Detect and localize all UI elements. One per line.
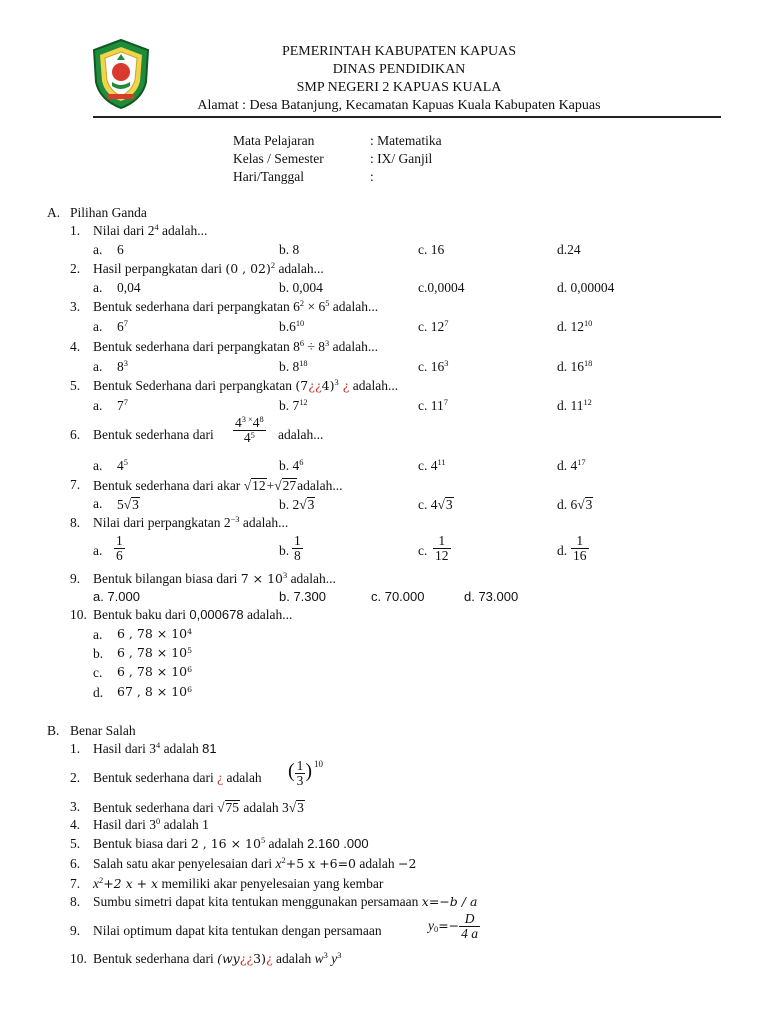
s2-number: 2. — [70, 770, 81, 785]
q9-number: 9. — [70, 571, 81, 586]
s1-number: 1. — [70, 741, 81, 756]
q9-option-a: a. 7.000 — [93, 589, 140, 604]
q6-fraction: $\frac{4^{3 \times}4^8}{4^5}$ — [235, 415, 264, 446]
section-b-letter: B. — [47, 723, 60, 738]
s10-text: Bentuk sederhana dari (wy¿¿3)¿ adalah $w^3$ $y^3$ — [93, 951, 342, 966]
q10-text: Bentuk baku dari 0,000678 adalah... — [93, 607, 293, 622]
s1-text: Hasil dari $3^4$ adalah 81 — [93, 741, 217, 756]
header-line-2: DINAS PENDIDIKAN — [332, 62, 466, 77]
s9-number: 9. — [70, 923, 81, 938]
q3-option-b: $b.6^{10}$ — [279, 319, 305, 334]
q10-option-b-label: b. — [93, 646, 104, 661]
q7-text: Bentuk sederhana dari akar √12+√27adalah... — [93, 478, 343, 493]
q4-option-c: c. $16^3$ — [418, 359, 449, 374]
q4-option-a: $8^3$ — [117, 359, 128, 374]
q4-number: 4. — [70, 339, 81, 354]
s2-fraction: ( $\frac{1}{3}$ ) — [288, 758, 313, 789]
header-divider — [93, 116, 721, 118]
section-b-title: Benar Salah — [70, 723, 136, 738]
section-a-title: Pilihan Ganda — [70, 205, 147, 220]
q6-option-d: d. $4^{17}$ — [557, 458, 586, 473]
q9-text: Bentuk bilangan biasa dari $7 \times 10^3$ adalah... — [93, 571, 336, 586]
header-line-1: PEMERINTAH KABUPATEN KAPUAS — [281, 44, 517, 59]
info-value-class: : IX/ Ganjil — [370, 151, 433, 166]
q9-option-d: d. 73.000 — [464, 589, 519, 604]
q8-number: 8. — [70, 515, 81, 530]
s7-text: $x^2+2$ x + x memiliki akar penyelesaian yang kembar — [93, 876, 384, 891]
s7-number: 7. — [70, 876, 81, 891]
q7-number: 7. — [70, 477, 81, 492]
q8-option-b: $\frac{1}{8}$ — [294, 533, 301, 564]
s6-text: Salah satu akar penyelesaian dari $x^2+5$ x +6=0 adalah −2 — [93, 856, 417, 871]
q8-option-a: $\frac{1}{6}$ — [116, 533, 123, 564]
info-label-subject: Mata Pelajaran — [233, 133, 315, 148]
s4-text: Hasil dari $3^0$ adalah 1 — [93, 817, 209, 832]
info-label-class: Kelas / Semester — [233, 151, 324, 166]
q8-option-a-label: a. — [93, 543, 103, 558]
q3-option-c: c. $12^7$ — [418, 319, 449, 334]
q3-number: 3. — [70, 299, 81, 314]
q10-option-c-label: c. — [93, 665, 103, 680]
s5-text: Bentuk biasa dari 2 , $16 \times 10^5$ adalah 2.160 .000 — [93, 836, 369, 851]
q8-option-c: $\frac{1}{12}$ — [435, 533, 449, 564]
info-value-subject: : Matematika — [370, 133, 442, 148]
q4-text: Bentuk sederhana dari perpangkatan $8^6 \div 8^3$ adalah... — [93, 339, 378, 354]
q2-option-a-label: a. — [93, 280, 103, 295]
q2-option-c: c.0,0004 — [418, 280, 465, 295]
q6-number: 6. — [70, 427, 81, 442]
q1-option-a: 6 — [117, 242, 124, 257]
s4-number: 4. — [70, 817, 81, 832]
q6-option-b: b. $4^6$ — [279, 458, 304, 473]
q2-option-d: d. 0,00004 — [557, 280, 615, 295]
q4-option-a-label: a. — [93, 359, 103, 374]
q7-option-a: 5√3 — [117, 497, 139, 512]
s6-number: 6. — [70, 856, 81, 871]
q1-option-d: d.24 — [557, 242, 581, 257]
q5-option-d: d. $11^{12}$ — [557, 398, 592, 413]
q3-option-a: $6^7$ — [117, 319, 128, 334]
s5-number: 5. — [70, 836, 81, 851]
s2-exponent: 10 — [314, 759, 323, 769]
q7-option-c: c. 4√3 — [418, 497, 453, 512]
q9-option-b: b. 7.300 — [279, 589, 326, 604]
header-line-3: SMP NEGERI 2 KAPUAS KUALA — [296, 80, 502, 95]
q3-text: Bentuk sederhana dari perpangkatan $6^2 \times 6^5$ adalah... — [93, 299, 379, 314]
q7-option-d: d. 6√3 — [557, 497, 593, 512]
q8-option-b-label: b. — [279, 543, 290, 558]
q2-option-b: b. 0,004 — [279, 280, 323, 295]
q5-text: Bentuk Sederhana dari perpangkatan (7¿¿4)$^3$ ¿ adalah... — [93, 378, 399, 393]
q8-option-d: $\frac{1}{16}$ — [573, 533, 587, 564]
header-line-4: Alamat : Desa Batanjung, Kecamatan Kapuas Kuala Kabupaten Kapuas — [197, 98, 601, 113]
q2-text: Hasil perpangkatan dari (0 , 02)$^2$ adalah... — [93, 261, 324, 276]
q1-option-c: c. 16 — [418, 242, 445, 257]
q10-number: 10. — [70, 607, 87, 622]
q5-option-c: c. $11^7$ — [418, 398, 448, 413]
q1-number: 1. — [70, 223, 81, 238]
s10-number: 10. — [70, 951, 87, 966]
q10-option-d-label: d. — [93, 685, 104, 700]
q7-option-a-label: a. — [93, 496, 103, 511]
q4-option-d: d. $16^{18}$ — [557, 359, 593, 374]
q10-option-b: 6 , $78 \times 10^5$ — [117, 645, 193, 660]
s9-text: Nilai optimum dapat kita tentukan dengan persamaan — [93, 923, 382, 938]
q10-option-c: 6 , $78 \times 10^6$ — [117, 664, 193, 679]
s8-text: Sumbu simetri dapat kita tentukan menggunakan persamaan x=−b / a — [93, 894, 478, 909]
q3-option-d: d. $12^{10}$ — [557, 319, 593, 334]
q5-option-a: $7^7$ — [117, 398, 128, 413]
q6-option-a-label: a. — [93, 458, 103, 473]
s3-text: Bentuk sederhana dari √75 adalah 3√3 — [93, 800, 304, 815]
q6-prefix: Bentuk sederhana dari — [93, 427, 214, 442]
q1-option-b: b. 8 — [279, 242, 300, 257]
q8-option-d-label: d. — [557, 543, 568, 558]
q5-number: 5. — [70, 378, 81, 393]
q6-option-a: $4^5$ — [117, 458, 128, 473]
section-a-letter: A. — [47, 205, 61, 220]
q6-option-c: c. $4^{11}$ — [418, 458, 446, 473]
q8-option-c-label: c. — [418, 543, 428, 558]
q7-option-b: b. 2√3 — [279, 497, 315, 512]
info-value-date: : — [370, 169, 374, 184]
q9-option-c: c. 70.000 — [371, 589, 425, 604]
q5-option-a-label: a. — [93, 398, 103, 413]
q1-option-a-label: a. — [93, 242, 103, 257]
q2-option-a: 0,04 — [117, 280, 141, 295]
s3-number: 3. — [70, 799, 81, 814]
q2-number: 2. — [70, 261, 81, 276]
q3-option-a-label: a. — [93, 319, 103, 334]
q4-option-b: b. $8^{18}$ — [279, 359, 308, 374]
q5-option-b: b. $7^{12}$ — [279, 398, 308, 413]
q6-suffix: adalah... — [278, 427, 324, 442]
q8-text: Nilai dari perpangkatan $2^{-3}$ adalah... — [93, 515, 289, 530]
s9-formula: $y_0=-$ $\frac{D}{4 a}$ — [428, 911, 479, 942]
s8-number: 8. — [70, 894, 81, 909]
q10-option-a-label: a. — [93, 627, 103, 642]
info-label-date: Hari/Tanggal — [233, 169, 305, 184]
q1-text: Nilai dari $2^4$ adalah... — [93, 223, 208, 238]
q10-option-d: 67 , $8 \times 10^6$ — [117, 684, 193, 699]
q10-option-a: 6 , $78 \times 10^4$ — [117, 626, 193, 641]
s2-text: Bentuk sederhana dari ¿ adalah — [93, 770, 262, 785]
